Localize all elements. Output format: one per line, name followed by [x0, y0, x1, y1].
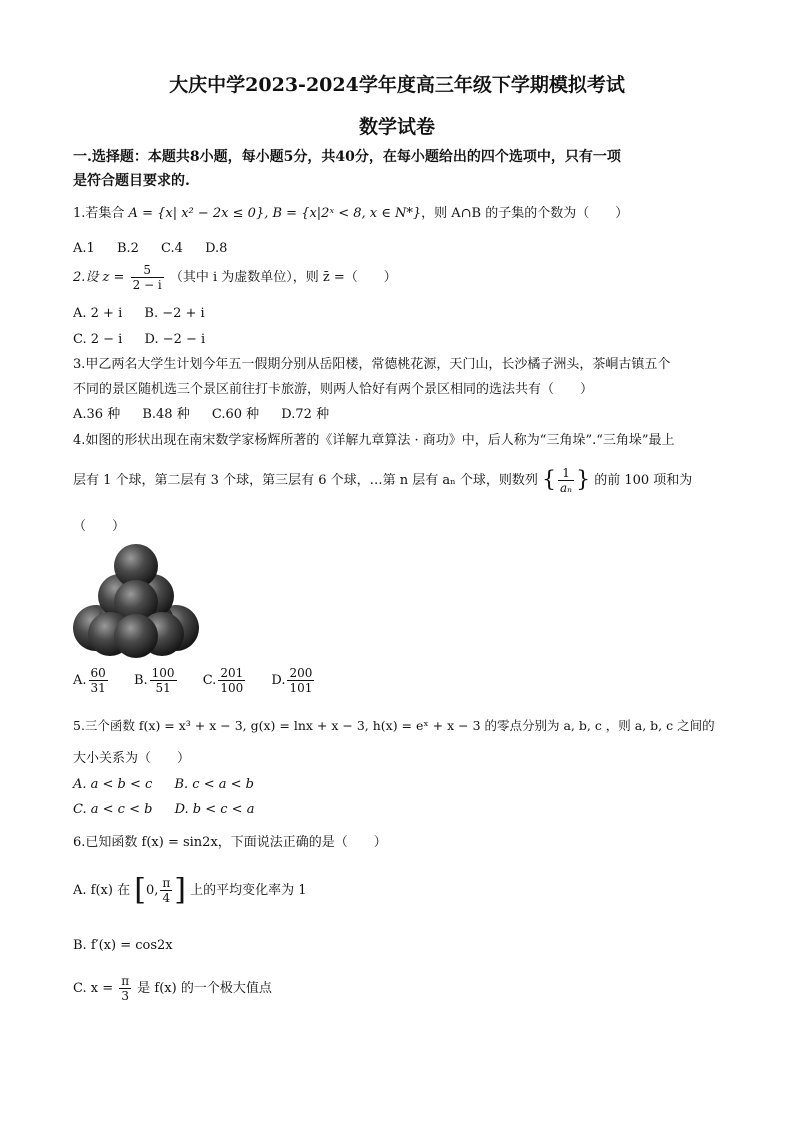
option-b[interactable]: B.48 种: [142, 407, 190, 422]
option-b[interactable]: B. c < a < b: [174, 777, 254, 792]
question-3-options: [73, 406, 347, 424]
question-2-stem: 2.设 z = $\frac{5}{2 - i}$ （其中 i 为虚数单位），则 z̄ =（ ）: [73, 263, 397, 292]
question-4-line2: 层有 1 个球，第二层有 3 个球，第三层有 6 个球，…第 n 层有 aₙ 个球，则数列 { $\frac{1}{\text{aₙ}}$ } 的前 100 项和为: [73, 466, 693, 495]
option-b[interactable]: B.2: [116, 241, 139, 256]
set-b: , B = {x|2ˣ < 8, x ∈ N*}: [264, 206, 422, 221]
question-4-answer-paren: （ ）: [73, 519, 126, 534]
fraction: $\frac{5}{2 - i}$: [132, 263, 162, 292]
option-d[interactable]: D. $\frac{200}{101}$: [271, 666, 313, 695]
option-c[interactable]: C.4: [161, 241, 183, 256]
question-3-line2: 不同的景区随机选三个景区前往打卡旅游，则两人恰好有两个景区相同的选法共有（ ）: [73, 382, 594, 397]
option-d[interactable]: D. b < c < a: [174, 802, 255, 817]
option-c[interactable]: C. 2 − i: [73, 332, 123, 347]
question-5-line1: 5.三个函数 f(x) = x³ + x − 3, g(x) = lnx + x − 3, h(x) = eˣ + x − 3 的零点分别为 a, b, c ，则 a, b, c 之间的: [73, 718, 715, 733]
question-6-stem: 6.已知函数 f(x) = sin2x，下面说法正确的是（ ）: [73, 835, 387, 850]
question-3-line1: 3.甲乙两名大学生计划今年五一假期分别从岳阳楼，常德桃花源，天门山，长沙橘子洲头，茶峒古镇五个: [73, 357, 671, 372]
option-a[interactable]: A. a < b < c: [73, 777, 153, 792]
sphere: [114, 614, 158, 658]
page-title: 大庆中学2023-2024学年度高三年级下学期模拟考试: [169, 74, 625, 96]
option-a[interactable]: A. 2 + i: [73, 306, 123, 321]
question-4-options: [73, 666, 316, 695]
sequence-fraction: $\frac{1}{\text{aₙ}}$: [560, 466, 573, 495]
question-5-options-row1: [73, 776, 272, 794]
question-5-line2: 大小关系为（ ）: [73, 751, 191, 766]
option-c[interactable]: C. a < c < b: [73, 802, 153, 817]
page-subtitle: 数学试卷: [358, 116, 435, 138]
question-6-option-a[interactable]: A. f(x) 在 [0, $\frac{\pi}{4}$ ] 上的平均变化率为 1: [73, 872, 307, 908]
option-c[interactable]: C.60 种: [211, 407, 260, 422]
question-6-option-c[interactable]: C. x = $\frac{\pi}{3}$ 是 f(x) 的一个极大值点: [73, 974, 272, 1003]
question-1-stem: 1.若集合 A = {x| x² − 2x ≤ 0}, B = {x|2ˣ < 8, x ∈ N*}，则 A∩B 的子集的个数为（ ）: [73, 206, 629, 221]
option-c[interactable]: C. $\frac{201}{100}$: [202, 666, 244, 695]
option-b[interactable]: B. −2 + i: [144, 306, 205, 321]
option-a[interactable]: A. $\frac{60}{31}$: [73, 666, 106, 695]
option-a[interactable]: A.1: [73, 241, 95, 256]
set-a: A = {x| x² − 2x ≤ 0}: [128, 206, 265, 221]
section-heading-line1: 一.选择题：本题共8小题，每小题5分，共40分，在每小题给出的四个选项中，只有一项: [73, 149, 621, 165]
question-5-options-row2: [73, 801, 272, 819]
question-2-options-row1: [73, 305, 223, 323]
question-2-options-row2: [73, 331, 223, 349]
option-d[interactable]: D. −2 − i: [144, 332, 206, 347]
section-heading-line2: 是符合题目要求的.: [73, 173, 190, 189]
question-1-options: [73, 240, 245, 258]
question-6-option-b[interactable]: B. f′(x) = cos2x: [73, 938, 173, 953]
option-d[interactable]: D.8: [205, 241, 228, 256]
option-a[interactable]: A.36 种: [73, 407, 121, 422]
question-4-line1: 4.如图的形状出现在南宋数学家杨辉所著的《详解九章算法 · 商功》中，后人称为“三角垛”.“三角垛”最上: [73, 433, 675, 448]
triangular-pile-figure: [68, 540, 204, 660]
option-d[interactable]: D.72 种: [281, 407, 330, 422]
option-b[interactable]: B. $\frac{100}{51}$: [133, 666, 175, 695]
